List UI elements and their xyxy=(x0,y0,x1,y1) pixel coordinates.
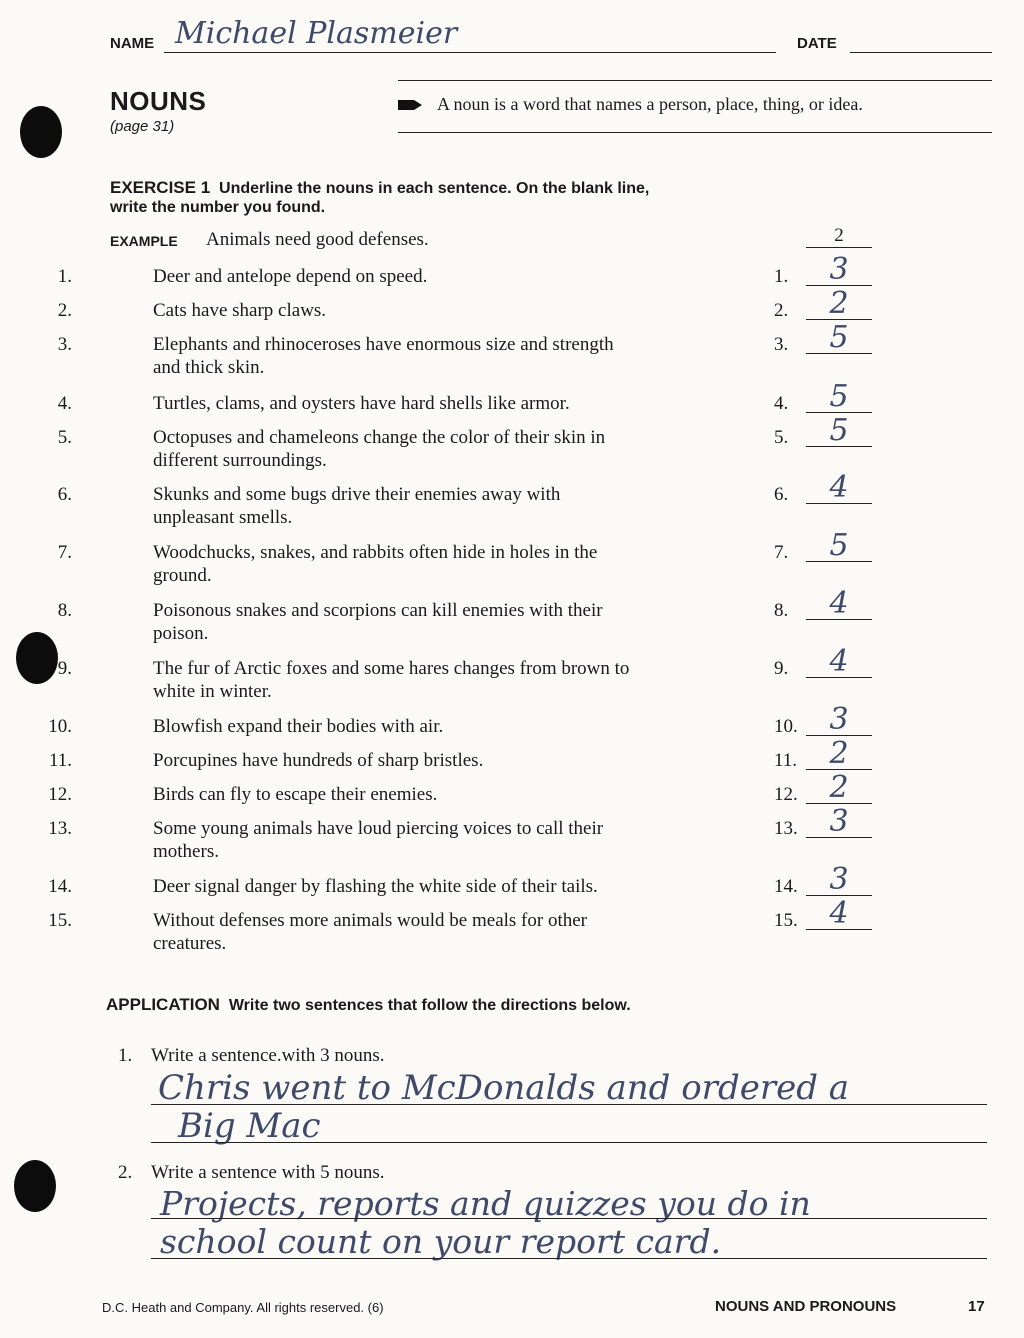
item-sentence-line1: Octopuses and chameleons change the color of their skin in xyxy=(153,427,606,448)
item-sentence-line1: Woodchucks, snakes, and rabbits often hide in holes in the xyxy=(153,542,598,563)
page-title: NOUNS xyxy=(110,86,207,116)
item-sentence-line1: Skunks and some bugs drive their enemies away with xyxy=(153,484,561,505)
app-answer-1-rule-2 xyxy=(151,1142,987,1143)
handwritten-answer-2: 2 xyxy=(829,286,849,321)
handwritten-answer-8: 4 xyxy=(829,586,849,621)
item-sentence-line1: Cats have sharp claws. xyxy=(153,300,327,321)
app-prompt-2-num: 2. xyxy=(118,1162,133,1183)
answer-number: 7. xyxy=(774,542,789,563)
item-sentence-line1: Porcupines have hundreds of sharp bristles. xyxy=(153,750,484,771)
item-number: 7. xyxy=(57,542,72,563)
copyright-footer: D.C. Heath and Company. All rights reserved. (6) xyxy=(102,1300,384,1315)
section-footer: NOUNS AND PRONOUNS xyxy=(715,1298,897,1315)
app-answer-2-rule-2 xyxy=(151,1258,987,1259)
answer-line-9 xyxy=(806,677,872,678)
item-number: 6. xyxy=(57,484,72,505)
item-number: 8. xyxy=(57,600,72,621)
item-sentence-line2: mothers. xyxy=(153,841,219,862)
handwritten-answer-1: 3 xyxy=(829,252,849,287)
item-number: 13. xyxy=(48,818,72,839)
item-sentence-line2: creatures. xyxy=(153,933,227,954)
date-line xyxy=(850,52,992,53)
answer-number: 14. xyxy=(774,876,798,897)
item-sentence-line2: poison. xyxy=(153,623,209,644)
item-number: 1. xyxy=(57,266,72,287)
item-sentence-line2: different surroundings. xyxy=(153,450,327,471)
app-prompt-1-text: Write a sentence.with 3 nouns. xyxy=(151,1045,385,1066)
application-instructions: Write two sentences that follow the directions below. xyxy=(228,997,631,1014)
punch-hole-bottom xyxy=(14,1160,56,1212)
example-sentence: Animals need good defenses. xyxy=(206,229,429,250)
item-sentence-line1: Turtles, clams, and oysters have hard shells like armor. xyxy=(153,393,570,414)
example-answer-line xyxy=(806,247,872,248)
item-sentence-line1: Deer signal danger by flashing the white side of their tails. xyxy=(153,876,598,897)
item-number: 2. xyxy=(57,300,72,321)
answer-number: 13. xyxy=(774,818,798,839)
item-sentence-line2: unpleasant smells. xyxy=(153,507,293,528)
answer-line-15 xyxy=(806,929,872,930)
answer-number: 15. xyxy=(774,910,798,931)
answer-number: 3. xyxy=(774,334,789,355)
example-answer: 2 xyxy=(834,225,844,246)
page-number: 17 xyxy=(968,1298,985,1315)
handwritten-answer-13: 3 xyxy=(829,804,849,839)
definition-bottom-rule xyxy=(398,132,992,133)
exercise-instructions-2: write the number you found. xyxy=(110,199,326,216)
item-number: 14. xyxy=(48,876,72,897)
item-number: 11. xyxy=(48,750,72,771)
item-number: 3. xyxy=(57,334,72,355)
name-line xyxy=(164,52,776,53)
handwritten-answer-6: 4 xyxy=(829,470,849,505)
exercise-label: EXERCISE 1 xyxy=(110,178,211,197)
item-number: 5. xyxy=(57,427,72,448)
item-sentence-line1: Birds can fly to escape their enemies. xyxy=(153,784,438,805)
name-value: Michael Plasmeier xyxy=(175,16,458,51)
item-sentence-line2: white in winter. xyxy=(153,681,272,702)
exercise-instructions-1: Underline the nouns in each sentence. On the blank line, xyxy=(219,180,650,197)
item-sentence-line1: Some young animals have loud piercing voices to call their xyxy=(153,818,604,839)
item-sentence-line1: Poisonous snakes and scorpions can kill enemies with their xyxy=(153,600,603,621)
handwritten-answer-11: 2 xyxy=(829,736,849,771)
app-prompt-2-text: Write a sentence with 5 nouns. xyxy=(151,1162,385,1183)
item-sentence-line2: ground. xyxy=(153,565,212,586)
answer-number: 6. xyxy=(774,484,789,505)
handwritten-answer-9: 4 xyxy=(829,644,849,679)
item-number: 9. xyxy=(57,658,72,679)
app-answer-1-line2: Big Mac xyxy=(178,1106,321,1146)
handwritten-answer-3: 5 xyxy=(829,320,849,355)
app-answer-2-line1: Projects, reports and quizzes you do in xyxy=(160,1184,811,1223)
item-sentence-line2: and thick skin. xyxy=(153,357,265,378)
noun-definition: A noun is a word that names a person, place, thing, or idea. xyxy=(437,94,863,114)
handwritten-answer-10: 3 xyxy=(829,702,849,737)
punch-hole-top xyxy=(20,106,62,158)
item-sentence-line1: Without defenses more animals would be meals for other xyxy=(153,910,588,931)
app-prompt-1-num: 1. xyxy=(118,1045,133,1066)
answer-number: 5. xyxy=(774,427,789,448)
answer-number: 9. xyxy=(774,658,789,679)
app-answer-1-line1: Chris went to McDonalds and ordered a xyxy=(158,1068,850,1108)
item-number: 10. xyxy=(48,716,72,737)
page-ref: (page 31) xyxy=(110,118,175,135)
item-number: 15. xyxy=(48,910,72,931)
app-answer-2-line2: school count on your report card. xyxy=(160,1222,722,1261)
name-label: NAME xyxy=(110,35,155,52)
answer-number: 10. xyxy=(774,716,798,737)
answer-line-7 xyxy=(806,561,872,562)
item-sentence-line1: The fur of Arctic foxes and some hares changes from brown to xyxy=(153,658,630,679)
item-sentence-line1: Elephants and rhinoceroses have enormous size and strength xyxy=(153,334,614,355)
handwritten-answer-12: 2 xyxy=(829,770,849,805)
answer-number: 11. xyxy=(774,750,798,771)
date-label: DATE xyxy=(797,35,837,52)
item-sentence-line1: Blowfish expand their bodies with air. xyxy=(153,716,444,737)
item-sentence-line1: Deer and antelope depend on speed. xyxy=(153,266,428,287)
app-answer-2-rule-1 xyxy=(151,1218,987,1219)
handwritten-answer-15: 4 xyxy=(829,896,849,931)
answer-line-8 xyxy=(806,619,872,620)
answer-number: 2. xyxy=(774,300,789,321)
app-answer-1-rule-1 xyxy=(151,1104,987,1105)
handwritten-answer-5: 5 xyxy=(829,413,849,448)
answer-number: 12. xyxy=(774,784,798,805)
handwritten-answer-7: 5 xyxy=(829,528,849,563)
exercise-heading xyxy=(110,178,649,198)
handwritten-answer-4: 5 xyxy=(829,379,849,414)
answer-number: 8. xyxy=(774,600,789,621)
application-label: APPLICATION xyxy=(106,995,220,1014)
answer-number: 1. xyxy=(774,266,789,287)
answer-line-5 xyxy=(806,446,872,447)
definition-top-rule xyxy=(398,80,992,81)
punch-hole-middle xyxy=(16,632,58,684)
item-number: 12. xyxy=(48,784,72,805)
example-label: EXAMPLE xyxy=(110,233,178,249)
answer-line-13 xyxy=(806,837,872,838)
arrow-icon xyxy=(398,98,424,117)
answer-line-3 xyxy=(806,353,872,354)
answer-number: 4. xyxy=(774,393,789,414)
application-heading xyxy=(106,995,631,1015)
item-number: 4. xyxy=(57,393,72,414)
answer-line-6 xyxy=(806,503,872,504)
handwritten-answer-14: 3 xyxy=(829,862,849,897)
